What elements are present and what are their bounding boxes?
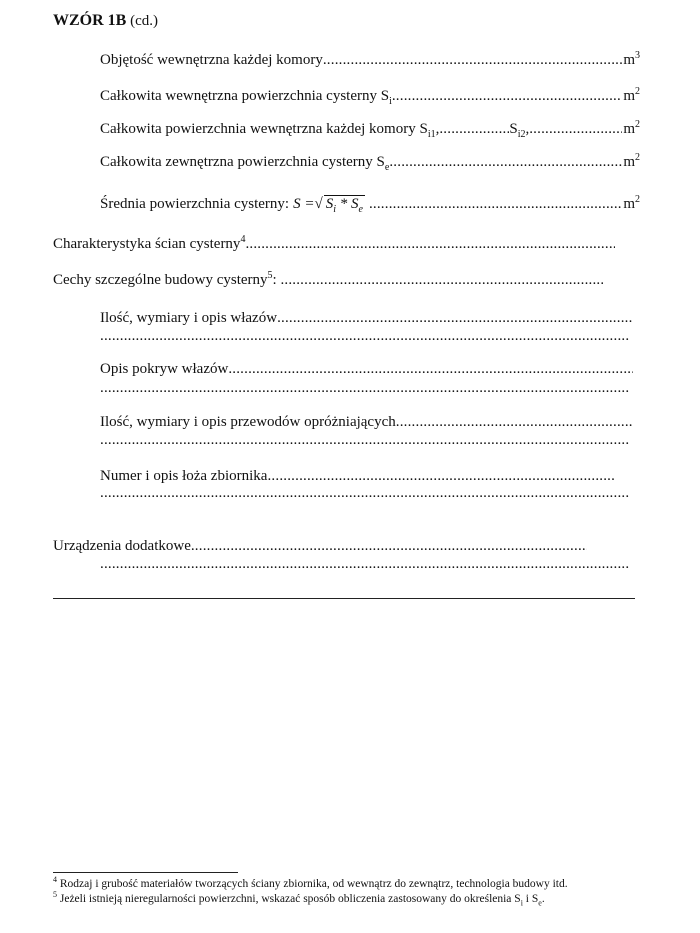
average-surface-formula: S = √ $S_i * S_e$ (293, 196, 363, 215)
heading-rest: (cd.) (130, 13, 158, 29)
field-chamber-volume[interactable] (100, 52, 640, 69)
field-label: Numer i opis łoża zbiornika (100, 468, 268, 484)
fill-dots (369, 196, 622, 213)
field-special-features[interactable] (53, 272, 603, 289)
fill-dots (277, 310, 633, 327)
field-label: Urządzenia dodatkowe (53, 538, 191, 554)
heading-bold: WZÓR 1B (53, 12, 127, 29)
field-label: Opis pokryw włazów (100, 361, 229, 377)
sqrt-symbol-icon: √ (314, 196, 323, 212)
field-average-surface[interactable] (100, 195, 640, 213)
unit: $m^2$ (623, 86, 640, 104)
unit: $m^2$ (623, 119, 640, 137)
field-discharge-pipes-continuation[interactable] (100, 432, 630, 449)
page-heading (53, 12, 158, 30)
unit: $m^2$ (623, 194, 640, 212)
field-manholes-continuation[interactable] (100, 328, 630, 345)
field-manholes[interactable] (100, 310, 633, 327)
field-label: Całkowita wewnętrzna powierzchnia cysterny $S_i$ (100, 88, 392, 107)
section-divider (53, 598, 635, 599)
field-tank-bed-continuation[interactable] (100, 485, 630, 502)
footnote-divider (53, 872, 238, 873)
field-label: Ilość, wymiary i opis włazów (100, 310, 278, 326)
fill-dots (392, 88, 622, 105)
field-manhole-covers[interactable] (100, 361, 633, 378)
fill-dots (100, 432, 630, 449)
unit: $m^2$ (623, 152, 640, 170)
footnote-4: $^4$ Rodzaj i grubość materiałów tworzących ściany zbiornika, od wewnątrz do zewnątrz, technologia budowy itd. (53, 875, 568, 890)
fill-dots (100, 328, 630, 345)
field-label: Charakterystyka ścian cysterny$^4$ (53, 234, 246, 252)
fill-dots (396, 414, 633, 431)
field-label: Objętość wewnętrzna każdej komory (100, 52, 323, 68)
footnote-5: $^5$ Jeżeli istnieją nieregularności powierzchni, wskazać sposób obliczenia zastosowany do określenia $S_i$ i $S_e$. (53, 890, 545, 908)
field-external-surface[interactable] (100, 154, 640, 171)
fill-dots (529, 121, 622, 138)
field-manhole-covers-continuation[interactable] (100, 380, 630, 397)
field-accessories-continuation[interactable] (100, 556, 630, 573)
fill-dots (280, 272, 603, 289)
field-internal-surface[interactable] (100, 88, 640, 105)
fill-dots (245, 236, 615, 253)
field-accessories[interactable] (53, 538, 587, 555)
fill-dots (100, 380, 630, 397)
fill-dots (100, 556, 630, 573)
field-mid-label: $S_{i2}$, (509, 121, 530, 140)
fill-dots (389, 154, 622, 171)
field-label: Cechy szczególne budowy cysterny$^5$: (53, 270, 277, 288)
field-label: Całkowita powierzchnia wewnętrzna każdej komory $S_{i1}$, (100, 121, 440, 140)
field-tank-bed[interactable] (100, 468, 616, 485)
field-chamber-internal-surface[interactable] (100, 121, 640, 138)
fill-dots (323, 52, 622, 69)
fill-dots (191, 538, 587, 555)
field-walls[interactable] (53, 236, 615, 253)
fill-dots (228, 361, 633, 378)
fill-dots (100, 485, 630, 502)
field-label: Całkowita zewnętrzna powierzchnia cysterny $S_e$ (100, 154, 390, 173)
field-label: Ilość, wymiary i opis przewodów opróżniających (100, 414, 396, 430)
field-label: Średnia powierzchnia cysterny: (100, 196, 290, 212)
unit: $m^3$ (623, 50, 640, 68)
field-discharge-pipes[interactable] (100, 414, 633, 431)
fill-dots (267, 468, 616, 485)
fill-dots (439, 121, 509, 138)
